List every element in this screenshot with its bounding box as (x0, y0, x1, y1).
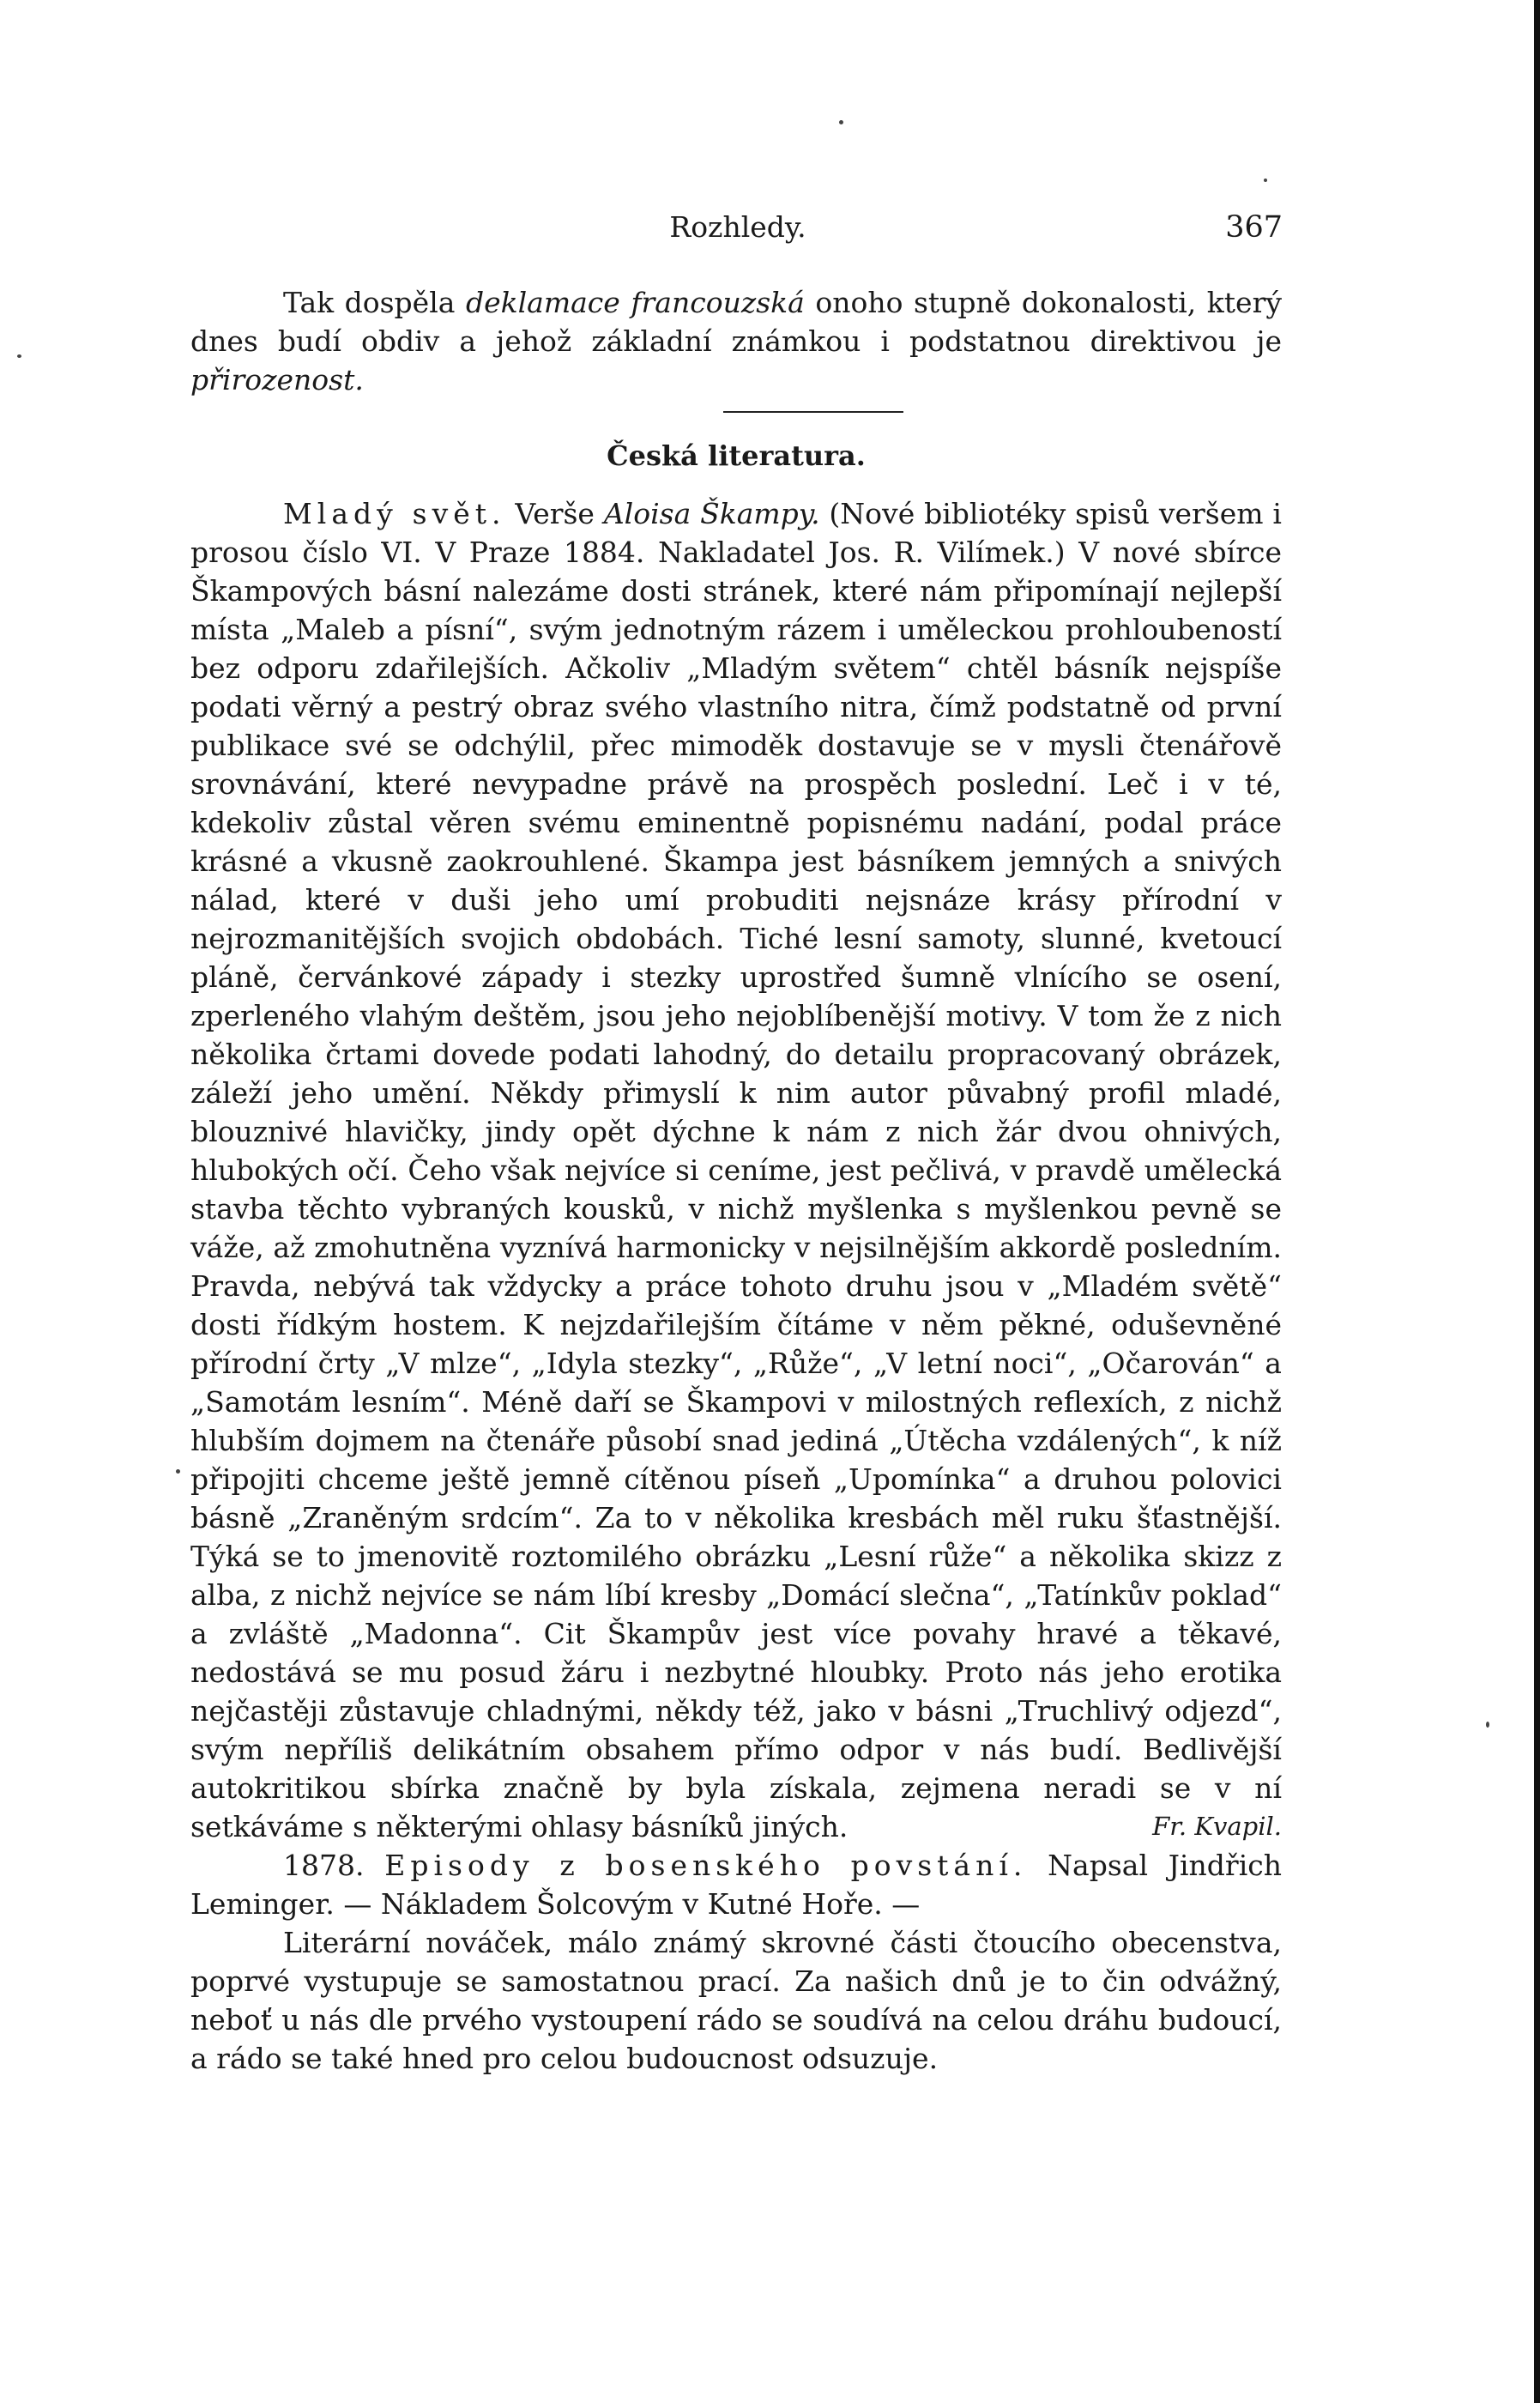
intro-emphasis-2: přirozenost. (190, 363, 364, 396)
text-block (190, 283, 1282, 2078)
scan-speck (839, 120, 843, 124)
review1-book-title: Mladý svět. (283, 497, 506, 530)
page-header (193, 210, 1283, 253)
review2-body: Literární nováček, málo známý skrovné části čtoucího obecenstva, poprvé vystupuje se samostatnou prací. Za našich dnů je to čin odvážný, neboť u nás dle prvého vystoupení rádo se soudívá na celou dráhu budoucí, a rádo se také hned pro celou budoucnost odsuzuje. (190, 1926, 1282, 2075)
review1-body: V nové sbírce Škampových básní nalezáme dosti stránek, které nám připomínají nejlepší místa „Maleb a písní“, svým jednotným rázem i uměleckou prohloubeností bez odporu zdařilejších. Ačkoliv „Mladým světem“ chtěl básník nejspíše podati věrný a pestrý obraz svého vlastního nitra, čímž podstatně od první publikace své se odchýlil, přec mimoděk dostavuje se v mysli čtenářově srovnávání, které nevypadne právě na prospěch poslední. Leč i v té, kdekoliv zůstal věren svému eminentně popisnému nadání, podal práce krásné a vkusně zaokrouhlené. Škampa jest básníkem jemných a snivých nálad, které v duši jeho umí probuditi nejsnáze krásy přírodní v nejrozmanitějších svojich obdobách. Tiché lesní samoty, slunné, kvetoucí pláně, červánkové západy i stezky uprostřed šumně vlnícího se osení, zperleného vlahým deštěm, jsou jeho nejoblíbenější motivy. V tom že z nich několika črtami dovede podati lahodný, do detailu propracovaný obrázek, záleží jeho umění. Někdy přimyslí k nim autor půvabný profil mladé, blouznivé hlavičky, jindy opět dýchne k nám z nich žár dvou ohnivých, hlubokých očí. Čeho však nejvíce si ceníme, jest pečlivá, v pravdě umělecká stavba těchto vybraných kousků, v nichž myšlenka s myšlenkou pevně se váže, až zmohutněna vyznívá harmonicky v nejsilnějším akkordě posledním. Pravda, nebývá tak vždycky a práce tohoto druhu jsou v „Mladém světě“ dosti řídkým hostem. K nejzdařilejším čítáme v něm pěkné, oduševněné přírodní črty „V mlze“, „Idyla stezky“, „Růže“, „V letní noci“, „Očarován“ a „Samotám lesním“. Méně daří se Škampovi v milostných reflexích, z nichž hlubším dojmem na čtenáře působí snad jediná „Útěcha vzdálených“, k níž připojiti chceme ještě jemně cítěnou píseň „Upomínka“ a druhou polovici básně „Zraněným srdcím“. Za to v několika kresbách měl ruku šťastnější. Týká se to jmenovitě roztomilého obrázku „Lesní růže“ a několika skizz z alba, z nichž nejvíce se nám líbí kresby „Domácí slečna“, „Tatínkův poklad“ a zvláště „Madonna“. Cit Škampův jest více povahy hravé a těkavé, nedostává se mu posud žáru i nezbytné hloubky. Proto nás jeho erotika nejčastěji zůstavuje chladnými, někdy též, jako v básni „Truchlivý odjezd“, svým nepříliš delikátním obsahem přímo odpor v nás budí. Bedlivější autokritikou sbírka značně by byla získala, zejmena neradi se v ní setkáváme s některými ohlasy básníků jiných. (190, 536, 1282, 1843)
intro-emphasis-1: deklamace francouzská (465, 286, 805, 319)
page-number: 367 (1225, 210, 1283, 245)
scan-speck (176, 1469, 180, 1474)
intro-paragraph (190, 283, 1282, 399)
review2-heading (190, 1846, 1282, 1923)
scan-speck (17, 354, 21, 358)
review2-publication: Napsal Jindřich Leminger. — Nákladem Šolcovým v Kutné Hoře. — (190, 1849, 1282, 1921)
scan-speck (1264, 179, 1267, 182)
review2-title: Episody z bosenského povstání. (384, 1849, 1028, 1882)
intro-text-2: onoho stupně dokonalosti, který dnes budí obdiv a jehož základní známkou i podstatnou direktivou je (190, 286, 1283, 358)
review1-heading (190, 494, 1282, 1846)
review1-heading-text: Verše (505, 497, 604, 530)
review2-year: 1878. (283, 1849, 365, 1882)
review1-publication: (Nové bibliotéky spisů veršem i prosou číslo VI. V Praze 1884. Nakladatel Jos. R. Vilímek.) (190, 497, 1282, 569)
scan-speck (1486, 1722, 1489, 1728)
section-divider (723, 411, 903, 413)
review1-signature: Fr. Kvapil. (1152, 1812, 1282, 1841)
section-title: Česká literatura. (607, 439, 866, 472)
review1-author: Aloisa Škampy. (603, 497, 820, 530)
intro-text-1: Tak dospěla (283, 286, 466, 319)
running-title: Rozhledy. (669, 210, 806, 244)
